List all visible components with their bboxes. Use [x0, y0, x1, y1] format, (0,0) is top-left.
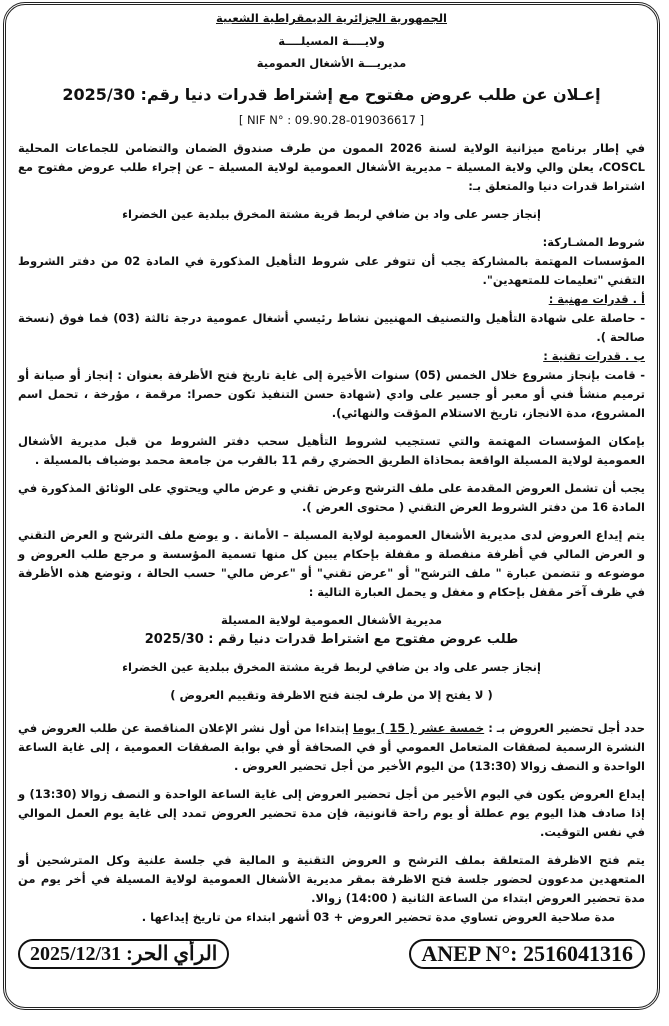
conditions-heading: شروط المشـاركة:: [542, 235, 645, 249]
anep-number-badge: ANEP N°: 2516041316: [409, 939, 645, 969]
announcement-title: إعـلان عن طلب عروض مفتوح مع إشتراط قدرات دنيا رقم: 2025/30: [62, 85, 601, 104]
envelope-line-4: ( لا يفتح إلا من طرف لجنة فتح الاظرفة وتقييم العروض ): [170, 688, 493, 702]
deadline-paragraph: إيداع العروض يكون في اليوم الأخير من أجل تحضير العروض إلى غاية الساعة الواحدة و النصف زوالا (13:30) و إذا صادف هذا اليوم يوم عطلة أو يوم راحة قانونية، فإن مدة تحضير العروض تمدد إلى غاية يوم العمل الموالي في نفس التوقيت.: [18, 787, 645, 839]
withdraw-paragraph: بإمكان المؤسسات المهتمة والتي تستجيب لشروط التأهيل سحب دفتر الشروط من قبل مديرية الأشغال العمومية لولاية المسيلة الواقعة بمحاذاة الطريق الحضري رقم 11 بالقرب من جامعة محمد بوضياف بالمسيلة .: [18, 434, 645, 467]
nif-number: [ NIF N° : 09.90.28-019036617 ]: [238, 113, 425, 127]
validity-paragraph: مدة صلاحية العروض تساوي مدة تحضير العروض + 03 أشهر ابتداء من تاريخ إيداعها .: [141, 910, 615, 924]
intro-paragraph: في إطار برنامج ميزانية الولاية لسنة 2026 الممون من طرف صندوق الضمان والتضامن للجماعات المحلية COSCL، يعلن والي ولاية المسيلة – مديرية الأشغال العمومية لولاية المسيلة – عن إجراء طلب عروض مفتوح مع اشتراط قدرات دنيا والمتعلق بـ:: [18, 141, 646, 193]
duration-rest: إبتداءا من أول نشر الإعلان المناقصة عن طلب العروض في النشرة الرسمية لصفقات المتعامل العمومي أو في الصحافة أو في بوابة الصفقات العمومية ، إلى غاية الساعة الواحدة و النصف زوالا (13:30) من اليوم الأخير من أجل تحضير العروض .: [18, 721, 645, 773]
footer-row: [18, 939, 645, 969]
contents-paragraph: يجب أن تشمل العروض المقدمة على ملف الترشح وعرض تقني و عرض مالي ويحتوي على الوثائق المذكورة في المادة 16 من دفتر الشروط العرض التقني ( محتوى العرض ).: [18, 481, 645, 514]
envelope-line-1: مديرية الأشغال العمومية لولاية المسيلة: [220, 613, 443, 627]
conditions-text: المؤسسات المهتمة بالمشاركة يجب أن تتوفر على شروط التأهيل المذكورة في المادة 02 من دفتر الشروط التقني "تعليمات للمتعهدين".: [18, 254, 646, 287]
duration-highlight: خمسة عشر ( 15 ) يوما: [352, 721, 485, 735]
professional-capacity-text: - حاصلة على شهادة التأهيل والتصنيف المهنيين نشاط رئيسي أشغال عمومية درجة ثالثة (03) فما فوق (نسخة صالحة ).: [18, 311, 645, 344]
professional-capacity-heading: أ . قدرات مهنية :: [548, 292, 645, 306]
technical-capacity-heading: ب . قدرات تقنية :: [543, 349, 645, 363]
envelope-line-3: إنجاز جسر على واد بن ضافي لربط قرية مشتة المخرق ببلدية عين الخضراء: [122, 660, 541, 674]
directorate-heading: مديريـــة الأشغال العمومية: [256, 56, 407, 70]
duration-paragraph: [18, 719, 645, 776]
newspaper-date-badge: الرأي الحر: 2025/12/31: [18, 939, 229, 969]
project-title: إنجاز جسر على واد بن ضافي لربط قرية مشتة المخرق ببلدية عين الخضراء: [122, 207, 541, 221]
envelope-line-2: طلب عروض مفتوح مع اشتراط قدرات دنيا رقم : 2025/30: [144, 632, 519, 647]
opening-paragraph: يتم فتح الاظرفة المتعلقة بملف الترشح و العروض التقنية و المالية في جلسة علنية وكل المترشحين أو المتعهدين مدعوون لحضور جلسة فتح الاظرفة بمقر مديرية الأشغال العمومية لولاية المسيلة في أخر يوم من مدة تحضير العروض ابتداء من الساعة الثانية ( 14:00) زوالا.: [18, 853, 645, 905]
deposit-paragraph: يتم إيداع العروض لدى مديرية الأشغال العمومية لولاية المسيلة – الأمانة . و يوضع ملف الترشح و العرض التقني و العرض المالي في أظرفة منفصلة و مقفلة بإحكام يبين كل منها تسمية المؤسسة و مرجع طلب العروض و موضوعه و تتضمن عبارة " ملف الترشح" أو "عرض تقني" أو "عرض مالي" حسب الحالة ، وتوضع هذه الأظرفة في ظرف آخر مقفل بإحكام و مغفل و يحمل العبارة التالية :: [18, 528, 645, 599]
duration-prefix: حدد أجل تحضير العروض بـ :: [484, 721, 646, 735]
technical-capacity-text: - قامت بإنجاز مشروع خلال الخمس (05) سنوات الأخيرة إلى غاية تاريخ فتح الأظرفة بعنوان : إنجاز أو صيانة أو ترميم منشأ فني أو معبر أو جسير على وادي (شهادة حسن التنفيذ تكون حصرا: مرقمة ، مؤرخة ، تحمل اسم المشروع، مدة الانجاز، تاريخ الاستلام المؤقت والنهائي).: [18, 368, 645, 420]
wilaya-heading: ولايــــة المسيلــــة: [278, 34, 385, 48]
document-frame: [3, 2, 660, 1010]
republic-heading: الجمهورية الجزائرية الديمقراطية الشعبية: [215, 11, 447, 25]
